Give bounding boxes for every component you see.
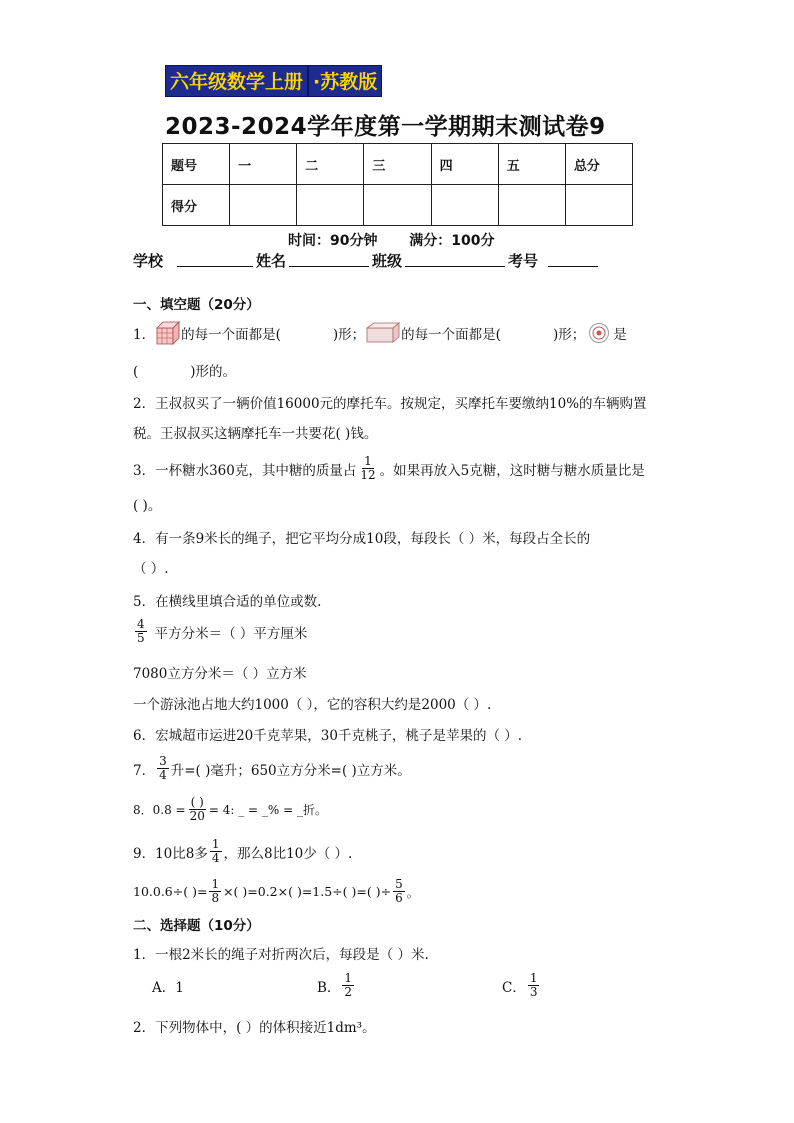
score-cell[interactable]: [230, 185, 297, 226]
class-label: 班级: [372, 252, 403, 270]
question-7: [133, 755, 411, 782]
question-6: 6．宏城超市运进20千克苹果，30千克桃子，桃子是苹果的（ ）.: [133, 728, 523, 744]
name-label: 姓名: [256, 252, 287, 270]
score-cell[interactable]: [565, 185, 632, 226]
option-b-label: B．: [317, 979, 341, 996]
q9-num: 1: [211, 837, 220, 851]
question-10: [133, 878, 419, 905]
option-a[interactable]: A．1: [152, 979, 184, 996]
option-b[interactable]: [317, 972, 502, 999]
q9-text-a: 9．10比8多: [133, 845, 208, 862]
q1-text-h: )形的。: [190, 364, 237, 380]
q1-text-g: (: [133, 364, 139, 380]
q1-text-e: )形；: [552, 327, 586, 343]
q8-text-a: 8．0.8 =: [133, 803, 186, 817]
question-4-line2: （ ）.: [133, 561, 169, 577]
q3-text-b: 。如果再放入5克糖，这时糖与糖水质量比是: [379, 462, 645, 479]
question-5a: [133, 618, 307, 645]
school-field[interactable]: [177, 250, 253, 267]
s2-q1-options: [152, 972, 572, 999]
q1-text-b: 的每一个面都是(: [181, 327, 281, 343]
q3-fraction: [358, 455, 377, 482]
option-c-num: 1: [529, 971, 538, 985]
question-2-line2: 税。王叔叔买这辆摩托车一共要花( )钱。: [133, 426, 378, 442]
question-5: 5．在横线里填合适的单位或数.: [133, 594, 322, 610]
cell-label: 题号: [163, 144, 230, 185]
q1-text-d: 的每一个面都是(: [401, 327, 501, 343]
concentric-circles-icon: [588, 322, 610, 344]
score-row: [163, 185, 633, 226]
q10-fraction-2: [393, 878, 405, 905]
q9-fraction: [210, 838, 222, 865]
q7-fraction: [157, 755, 169, 782]
score-table: [162, 143, 633, 226]
score-label: 得分: [163, 185, 230, 226]
q8-num: ( ): [190, 795, 204, 809]
score-cell[interactable]: [364, 185, 431, 226]
score-cell[interactable]: [297, 185, 364, 226]
school-label: 学校: [133, 252, 164, 270]
q5a-num: 4: [137, 617, 145, 631]
exam-info: [288, 230, 494, 250]
q10-den-2: 6: [395, 891, 403, 905]
badge-edition: ·苏教版: [308, 65, 382, 97]
q10-num-2: 5: [395, 877, 403, 891]
question-1: [133, 320, 627, 346]
q5a-fraction: [135, 618, 147, 645]
option-c-den: 3: [529, 985, 538, 999]
score-cell[interactable]: [498, 185, 565, 226]
q8-fraction: [188, 796, 207, 823]
q5a-text: 平方分米＝（ ）平方厘米: [154, 625, 308, 642]
exam-time: 时间：90分钟: [288, 233, 378, 249]
badge-grade: 六年级数学上册: [165, 65, 308, 97]
cell-three: 三: [364, 144, 431, 185]
q7-den: 4: [159, 768, 167, 782]
q1-text-f: 是: [613, 327, 627, 343]
option-c-label: C．: [502, 979, 526, 996]
q7-text: 升=( )毫升；650立方分米=( )立方米。: [170, 762, 411, 779]
score-header-row: [163, 144, 633, 185]
cell-one: 一: [230, 144, 297, 185]
number-field[interactable]: [548, 250, 598, 267]
q10-text-a: 10.0.6÷( )=: [133, 884, 208, 899]
score-cell[interactable]: [431, 185, 498, 226]
box-icon: [365, 322, 401, 344]
q3-den: 12: [360, 468, 376, 482]
q10-den-1: 8: [211, 891, 220, 905]
question-5c: 一个游泳池占地大约1000（ ），它的容积大约是2000（ ）.: [133, 697, 492, 713]
question-3-line1: [133, 455, 645, 482]
grade-badge: [165, 65, 382, 97]
exam-full-score: 满分：100分: [409, 233, 495, 249]
option-c-fraction: [528, 972, 540, 999]
q1-number: 1．: [133, 327, 156, 343]
number-label: 考号: [508, 252, 539, 270]
cell-five: 五: [498, 144, 565, 185]
name-field[interactable]: [289, 250, 369, 267]
question-5b: 7080立方分米＝（ ）立方米: [133, 666, 307, 682]
q3-num: 1: [364, 454, 372, 468]
q8-den: 20: [189, 809, 205, 823]
option-c[interactable]: [502, 972, 541, 999]
cell-total: 总分: [565, 144, 632, 185]
option-b-num: 1: [344, 971, 353, 985]
cell-four: 四: [431, 144, 498, 185]
q7-num: 3: [159, 754, 167, 768]
question-2-line1: 2．王叔叔买了一辆价值16000元的摩托车。按规定，买摩托车要缴纳10%的车辆购置: [133, 396, 647, 412]
option-b-den: 2: [344, 985, 353, 999]
class-field[interactable]: [405, 250, 505, 267]
q9-den: 4: [211, 851, 220, 865]
section1-title: 一、填空题（20分）: [133, 297, 260, 313]
question-4-line1: 4．有一条9米长的绳子，把它平均分成10段，每段长（ ）米，每段占全长的: [133, 531, 591, 547]
s2-question-2: 2．下列物体中，( ）的体积接近1dm³。: [133, 1020, 376, 1036]
q3-text-a: 3．一杯糖水360克，其中糖的质量占: [133, 462, 357, 479]
q10-text-c: 。: [406, 884, 420, 900]
q9-text-b: ，那么8比10少（ ）.: [223, 845, 353, 862]
question-1-cont: [133, 360, 236, 380]
q10-num-1: 1: [211, 877, 220, 891]
q10-text-b: ×( )=0.2×( )=1.5÷( )=( )÷: [223, 884, 392, 899]
q10-fraction-1: [209, 878, 221, 905]
cube-grid-icon: [155, 320, 181, 346]
s2-question-1: 1．一根2米长的绳子对折两次后，每段是（ ）米.: [133, 947, 429, 963]
q5a-den: 5: [137, 631, 145, 645]
option-b-fraction: [342, 972, 354, 999]
student-info: [133, 250, 601, 271]
question-3-line2: ( )。: [133, 498, 162, 514]
page-title: 2023-2024学年度第一学期期末测试卷9: [165, 114, 606, 140]
section2-title: 二、选择题（10分）: [133, 918, 260, 934]
q8-text-b: = 4: _ = _% = _折。: [208, 803, 328, 817]
q7-number: 7．: [133, 762, 156, 779]
question-8: [133, 796, 327, 823]
cell-two: 二: [297, 144, 364, 185]
question-9: [133, 838, 352, 865]
q1-text-c: )形；: [332, 327, 366, 343]
